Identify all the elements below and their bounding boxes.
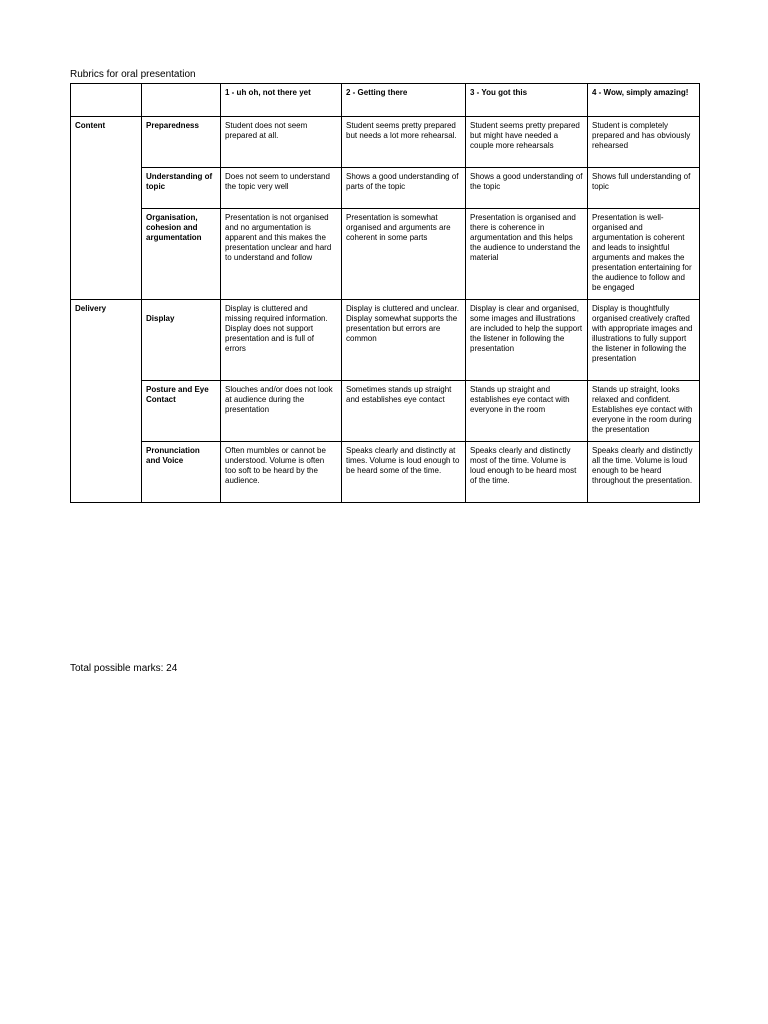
level-cell: Speaks clearly and distinctly all the time. Volume is loud enough to be heard throughout the presentation. — [588, 442, 700, 503]
header-row — [71, 84, 700, 117]
group-label-delivery: Delivery — [71, 300, 142, 503]
criterion-display — [142, 300, 221, 381]
criterion-organisation: Organisation, cohesion and argumentation — [142, 209, 221, 300]
level-cell: Student seems pretty prepared but needs a lot more rehearsal. — [342, 117, 466, 168]
level-cell: Speaks clearly and distinctly most of the time. Volume is loud enough to be heard most of the time. — [466, 442, 588, 503]
header-cell-empty-2 — [142, 84, 221, 117]
level-cell: Stands up straight, looks relaxed and confident. Establishes eye contact with everyone in the room during the presentation — [588, 381, 700, 442]
level-cell: Display is clear and organised, some images and illustrations are included to help the support the listener in following the presentation — [466, 300, 588, 381]
level-cell: Student is completely prepared and has obviously rehearsed — [588, 117, 700, 168]
level-cell: Slouches and/or does not look at audience during the presentation — [221, 381, 342, 442]
level-cell: Shows full understanding of topic — [588, 168, 700, 209]
level-cell: Presentation is organised and there is coherence in argumentation and this helps the audience to understand the material — [466, 209, 588, 300]
table-row — [71, 300, 700, 381]
level-cell: Student seems pretty prepared but might have needed a couple more rehearsals — [466, 117, 588, 168]
criterion-pronunciation-voice: Pronunciation and Voice — [142, 442, 221, 503]
level-cell: Often mumbles or cannot be understood. Volume is often too soft to be heard by the audience. — [221, 442, 342, 503]
header-level-4: 4 - Wow, simply amazing! — [588, 84, 700, 117]
criterion-understanding-of-topic: Understanding of topic — [142, 168, 221, 209]
group-label-content: Content — [71, 117, 142, 300]
level-cell: Display is thoughtfully organised creatively crafted with appropriate images and illustrations to fully support the listener in following the presentation — [588, 300, 700, 381]
total-marks: Total possible marks: 24 — [70, 663, 178, 674]
table-row — [71, 381, 700, 442]
header-level-1: 1 - uh oh, not there yet — [221, 84, 342, 117]
level-cell: Speaks clearly and distinctly at times. Volume is loud enough to be heard some of the time. — [342, 442, 466, 503]
header-level-3: 3 - You got this — [466, 84, 588, 117]
table-row — [71, 442, 700, 503]
table-row — [71, 117, 700, 168]
level-cell: Shows a good understanding of parts of the topic — [342, 168, 466, 209]
level-cell: Does not seem to understand the topic very well — [221, 168, 342, 209]
header-level-2: 2 - Getting there — [342, 84, 466, 117]
criterion-preparedness: Preparedness — [142, 117, 221, 168]
level-cell: Student does not seem prepared at all. — [221, 117, 342, 168]
criterion-posture-eye-contact: Posture and Eye Contact — [142, 381, 221, 442]
level-cell: Presentation is somewhat organised and arguments are coherent in some parts — [342, 209, 466, 300]
level-cell: Display is cluttered and unclear. Display somewhat supports the presentation but errors are common — [342, 300, 466, 381]
level-cell: Display is cluttered and missing required information. Display does not support presentation and is full of errors — [221, 300, 342, 381]
level-cell: Presentation is not organised and no argumentation is apparent and this makes the presentation unclear and hard to understand and follow — [221, 209, 342, 300]
table-row — [71, 168, 700, 209]
level-cell: Presentation is well-organised and argumentation is coherent and leads to insightful arguments and makes the presentation entertaining for the audience to follow and be engaged — [588, 209, 700, 300]
table-row — [71, 209, 700, 300]
document-title: Rubrics for oral presentation — [70, 69, 196, 80]
level-cell: Sometimes stands up straight and establishes eye contact — [342, 381, 466, 442]
level-cell: Shows a good understanding of the topic — [466, 168, 588, 209]
level-cell: Stands up straight and establishes eye contact with everyone in the room — [466, 381, 588, 442]
rubric-table — [70, 83, 700, 503]
header-cell-empty-1 — [71, 84, 142, 117]
criterion-display-label: Display — [146, 314, 175, 323]
